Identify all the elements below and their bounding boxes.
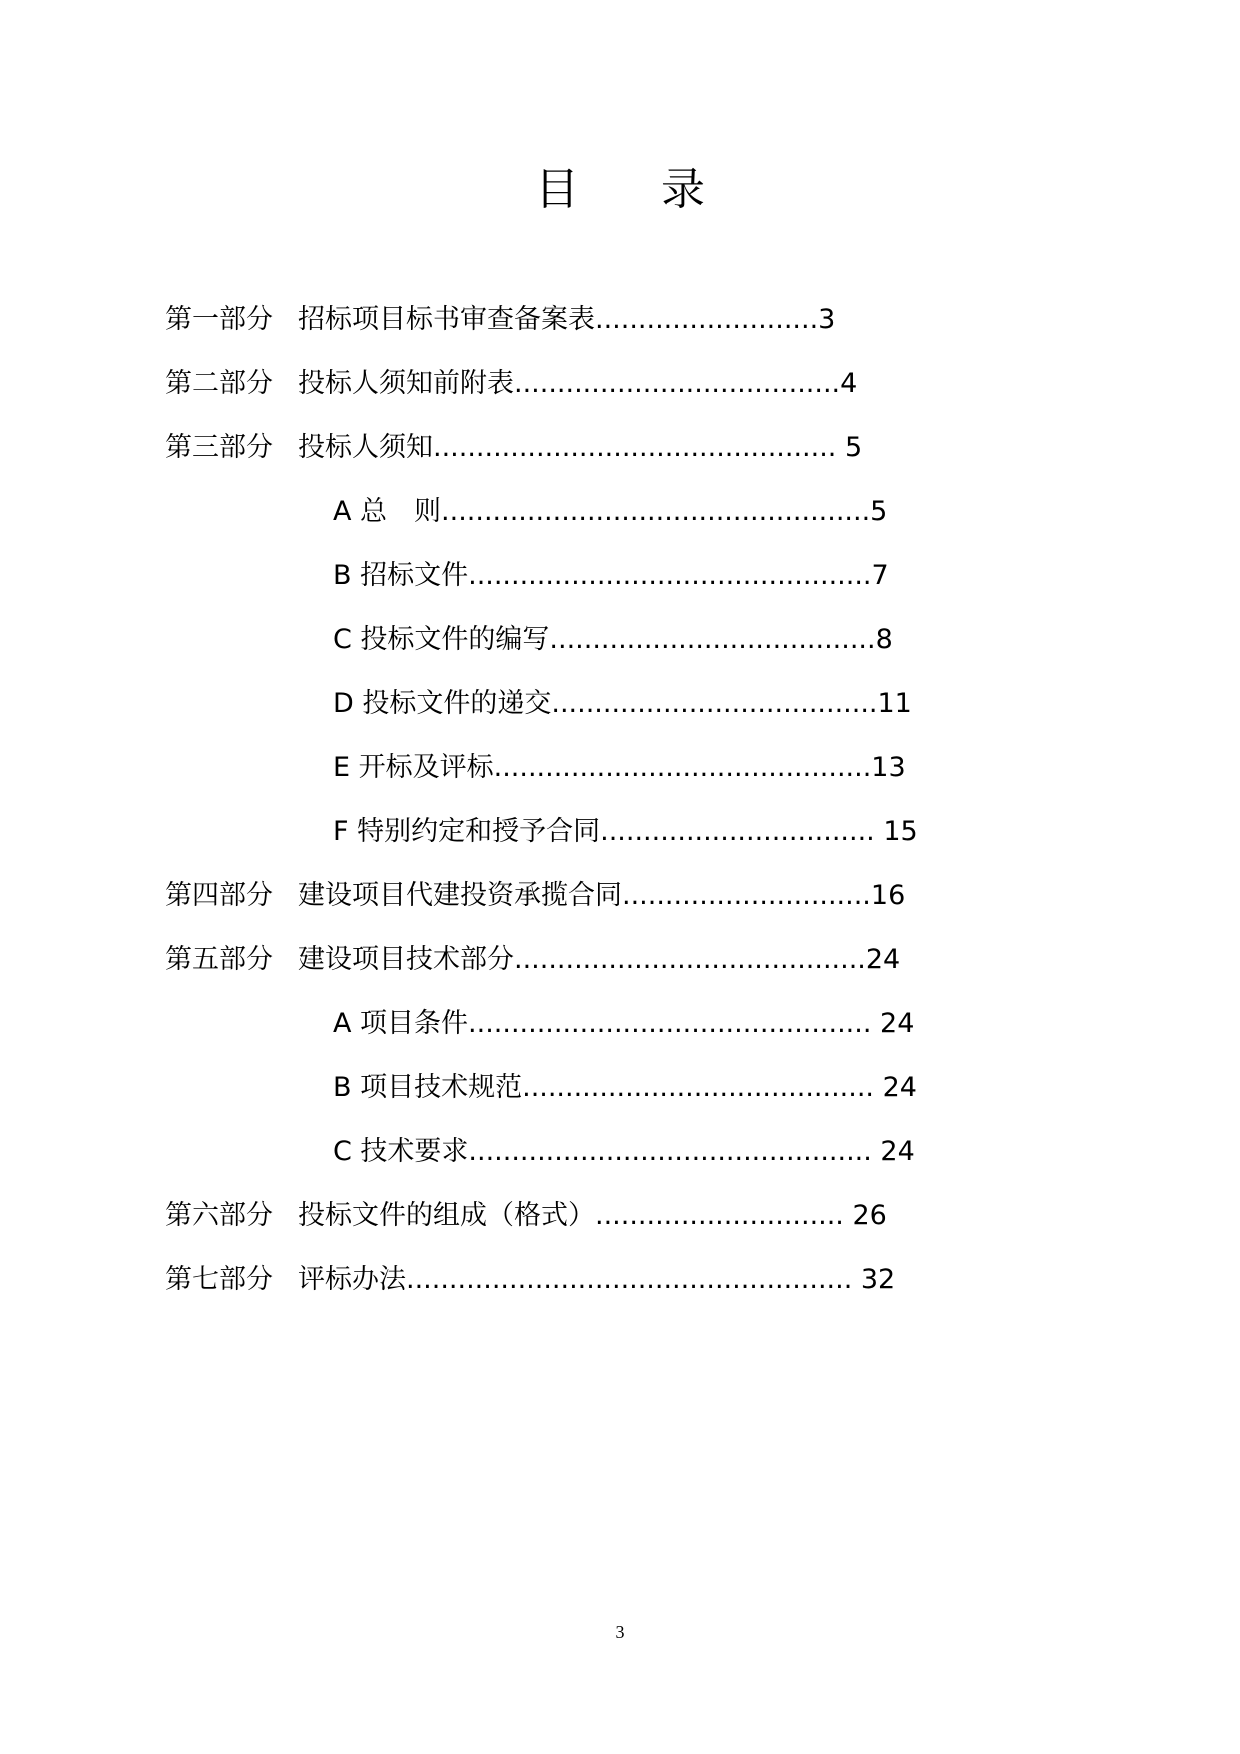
toc-part-label: 第二部分 — [165, 368, 273, 399]
toc-entry-text: 建设项目代建投资承揽合同.............................16 — [298, 880, 906, 911]
toc-entry-text: B 招标文件...............................................7 — [333, 560, 889, 591]
page-number: 3 — [615, 1622, 625, 1642]
toc-entry-text: 评标办法.................................................... 32 — [298, 1264, 896, 1295]
toc-entry-text: E 开标及评标............................................13 — [333, 752, 906, 783]
toc-entry-text: 投标文件的组成（格式）............................. 26 — [298, 1200, 887, 1231]
toc-entry-text: C 技术要求............................................... 24 — [333, 1136, 915, 1167]
toc-entry-text: 建设项目技术部分.........................................24 — [298, 944, 901, 975]
toc-entry-text: 投标人须知............................................... 5 — [298, 432, 863, 463]
toc-entry-text: 投标人须知前附表......................................4 — [298, 368, 858, 399]
toc-entry-text: F 特别约定和授予合同................................ 15 — [333, 816, 918, 847]
toc-part-label: 第六部分 — [165, 1200, 273, 1231]
toc-entry-text: C 投标文件的编写......................................8 — [333, 624, 893, 655]
toc-part-label: 第四部分 — [165, 880, 273, 911]
toc-entry-text: 招标项目标书审查备案表..........................3 — [298, 304, 836, 335]
toc-part-label: 第一部分 — [165, 304, 273, 335]
toc-entry-text: A 项目条件............................................... 24 — [333, 1008, 915, 1039]
toc-part-label: 第五部分 — [165, 944, 273, 975]
toc-part-label: 第七部分 — [165, 1264, 273, 1295]
page-title: 目 录 — [535, 164, 739, 215]
toc-entry-text: B 项目技术规范......................................... 24 — [333, 1072, 917, 1103]
toc-entry-text: D 投标文件的递交......................................11 — [333, 688, 912, 719]
toc-part-label: 第三部分 — [165, 432, 273, 463]
toc-entry-text: A 总 则..................................................5 — [333, 496, 888, 527]
